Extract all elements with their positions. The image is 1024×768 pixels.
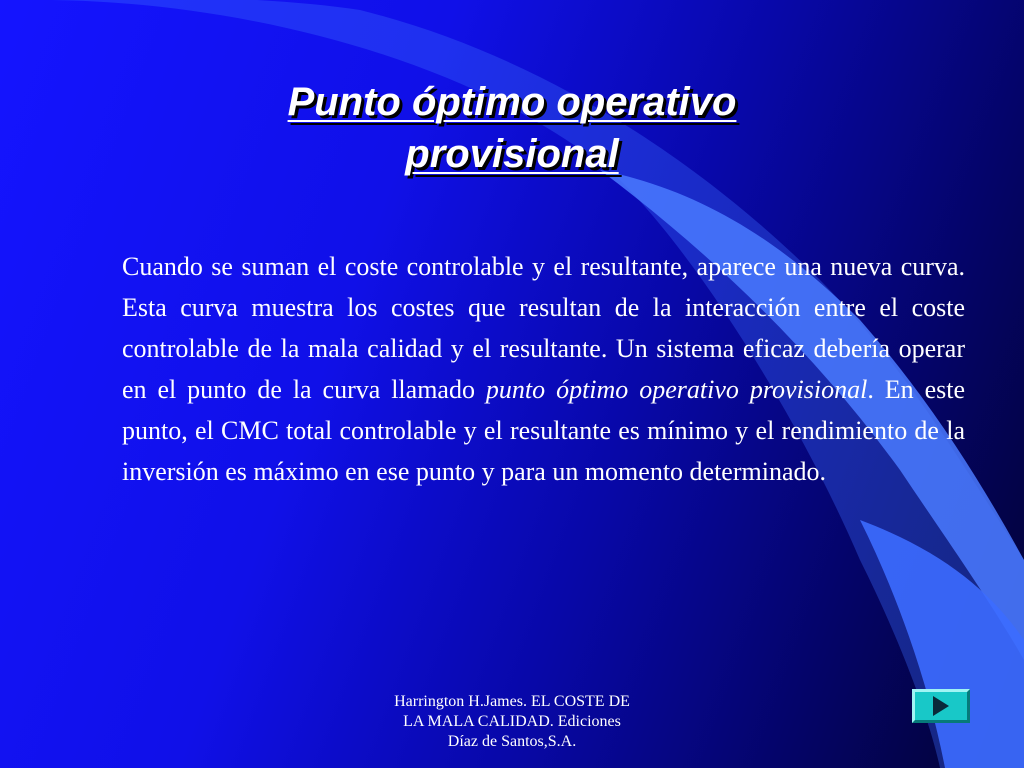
citation-line-1: Harrington H.James. EL COSTE DE	[394, 693, 630, 710]
body-text-end: . En este punto, el CMC total controlable y el resultante es mínimo y el rendimiento de la inversión es máximo en ese punto y para un momento determinado.	[122, 375, 965, 486]
slide-title-line-1: Punto óptimo operativo	[287, 80, 737, 124]
slide-title-line-2: provisional	[405, 132, 619, 176]
play-arrow-icon	[915, 692, 967, 720]
body-paragraph	[122, 246, 965, 492]
slide-title	[160, 76, 864, 180]
source-citation	[352, 692, 672, 752]
citation-line-2: LA MALA CALIDAD. Ediciones	[403, 713, 621, 730]
next-slide-button[interactable]	[912, 689, 970, 723]
body-text-start: Cuando se suman el coste controlable y el resultante, aparece una nueva curva. Esta curva muestra los costes que resultan de la interacción entre el coste controlable de la mala calidad y el resultante. Un sistema eficaz debería operar en el punto de la curva llamado	[122, 252, 965, 404]
body-emphasis: punto óptimo operativo provisional	[485, 375, 868, 404]
citation-line-3: Díaz de Santos,S.A.	[447, 733, 577, 750]
